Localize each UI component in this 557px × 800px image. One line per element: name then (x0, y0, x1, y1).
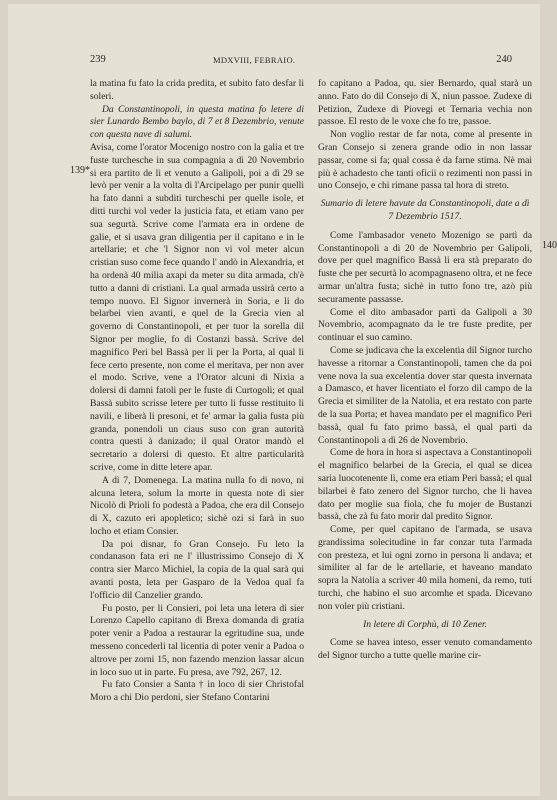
section-heading: Sumario di letere havute da Constantinopoli, date a dì 7 Dezembrio 1517. (320, 198, 530, 222)
paragraph: A dì 7, Domenega. La matina nulla fo di novo, nì alcuna letera, solum la morte in questa note di sier Nicolò di Prioli fo podestà a Padoa, che era dil Consejo di X, cazuto eri apopletico; sichè ozi si farà in suo locho et etiam Consier. (90, 474, 304, 537)
left-column (90, 78, 304, 705)
document-page (8, 4, 557, 796)
paragraph: Da poi disnar, fo Gran Consejo. Fu leto la condanason fata eri ne l' illustrissimo Consejo di X contra sier Marco Michiel, la copia de la qual sarà qui avanti posta, leta per Gasparo de la Vedoa qual fa l'officio dil Canzelier grando. (90, 538, 304, 601)
paragraph: Come, per quel capitano de l'armada, se usava grandissima solecitudine in far conzar tuta l'armada con presteza, et lui ogni zorno in persona li andava; et similiter al far de le artellarie, et haveano mandato sopra la Natolia a scriver 40 mila homeni, da remo, tuti turchi, che habino el suo arcomhe et spada. Dicevano non voler più cristiani. (318, 524, 532, 612)
paragraph: Come se havea inteso, esser venuto comandamento del Signor turcho a tutte quelle marine cir- (318, 637, 532, 662)
page-number-right: 240 (496, 54, 512, 65)
paragraph: Come de hora in hora si aspectava a Constantinopoli el magnifico belarbei de la Grecia, el qual se dicea saria luocotenente lì, come era etiam Peri bassà; el qual bilarbei è fato zenero del Signor turcho, che li havea dato per moglie sua fiola, che fu mojer de Bustanzi bassà, che zà fu fato morir dal predito Signor. (318, 447, 532, 523)
page-number-left: 239 (90, 54, 106, 65)
paragraph: Non voglio restar de far nota, come al presente in Gran Consejo si zenera grande odio in non lassar passar, come si fa; qual cossa è da farne stima. Nè mai più è achadesto che tanti oficii o rezimenti non passi in uno Consejo, e chi rimane passa tal hora di streto. (318, 129, 532, 192)
margin-note-right: 140 (542, 240, 557, 251)
paragraph: Da Constantinopoli, in questa matina fo letere di sier Lunardo Bembo baylo, di 7 et 8 Dezembrio, venute con questa nave di salumi. (90, 103, 304, 141)
margin-note-left: 139* (70, 165, 90, 176)
page-header (8, 54, 540, 68)
paragraph: Come l'ambasador veneto Mozenigo se partì da Constantinopoli a dì 20 de Novembrio per Galipoli, dove per quel magnifico Bassà li era stà preparato do fuste che per securtà lo acompagnaseno oltra, et ne fece armar un'altra fusta; sichè in tutto fono tre, azò più securamente passasse. (318, 229, 532, 305)
paragraph: la matina fu fato la crida predita, et subito fato desfar li soleri. (90, 78, 304, 102)
section-heading: In letere di Corphù, di 10 Zener. (363, 618, 487, 630)
paragraph: fo capitano a Padoa, qu. sier Bernardo, qual starà un anno. Fato do dil Consejo di X, niun passoe. Zudexe di Petizion, Zudexe di Piovegi et Ternaria vechia non passoe. El resto de le voxe che fo tre, passoe. (318, 78, 532, 128)
paragraph: Fu posto, per li Consieri, poi leta una letera di sier Lorenzo Capello capitano di Brexa domanda di gratia poter venir a Padoa a restaurar la egritudine sua, unde messeno concederli tal licentia di poter venir a Padoa o altrove per zorni 15, non fazendo menzion lassar alcun in loco suo ut in parte. Fu presa, ave 792, 267, 12. (90, 602, 304, 678)
paragraph: Come el dito ambasador partì da Galipoli a 30 Novembrio, acompagnato da le tre fuste predite, per continuar el suo camino. (318, 306, 532, 344)
right-column (318, 78, 532, 663)
paragraph: Come se judicava che la excelentia dil Signor turcho havesse a ritornar a Constantinopoli, tamen che da poi vene nova la sua excelentia dover star questa invernata a Damasco, et haver licentiato el forzo dil campo de la Grecia et similiter de la Natolia, et era restato con parte de la sua Porta; et havea mandato per el magnifico Peri bassà, qual fu fato primo bassà, el qual partì da Constantinopoli a dì 26 de Novembrio. (318, 344, 532, 446)
paragraph: Avisa, come l'orator Mocenigo nostro con la galia et tre fuste turchesche in sua compagnia a dì 20 Novembrio si era partito de lì et venuto a Galipoli, poi a dì 29 se levò per venir a la volta di l'Arcipelago per punir quelli ha fato danni a subditi turcheschi per quelle isole, et ditti turchi vol veder la justicia fata, et etiam vano per sua segurtà. Scrive come l'armata era in ordene de galie, et si usava gran diligentia per il capitano e in le artellarie; et che 'l Signor non vi vol meter alcun cristian suso come fece quando l' andò in Alexandria, et ha ordenà 40 milia axapi da meter su dita armada, ch'è tutto a danni di cristiani. La qual armada ussirà certo a tempo nuovo. El Signor invernerà in Soria, e li do belarbei vien avanti, e quel de la Grecia vien al governo di Constantinopoli, et per tuor la sorella dil Signor per moglie, fo di Costanzi bassà. Scrive del magnifico Peri bel Bassà per li per la Porta, al qual li fece certo presente, non come el meritava, per non aver el modo. Scrive, vene a l'Orator alcuni di Nixia a dolersi di damni fatoli per le fuste di Curtogoli; et qual Bassà subito scrisse letere per tutto li fusse restituito li navili, e liberà li presoni, et fe' armar la galia fusta più granda, ponendoli un ciaus suso con gran autorità contra questi à danizado; il qual Orator mandò el secretario a dolersi di questo. Et altre particularità scrive, come in ditte letere apar. (90, 141, 304, 473)
paragraph: Fu fato Consier a Santa † in loco di sier Christofal Moro a chi Dio perdoni, sier Stefano Contarini (90, 679, 304, 704)
running-title: MDXVIII, FEBRAIO. (213, 55, 296, 65)
